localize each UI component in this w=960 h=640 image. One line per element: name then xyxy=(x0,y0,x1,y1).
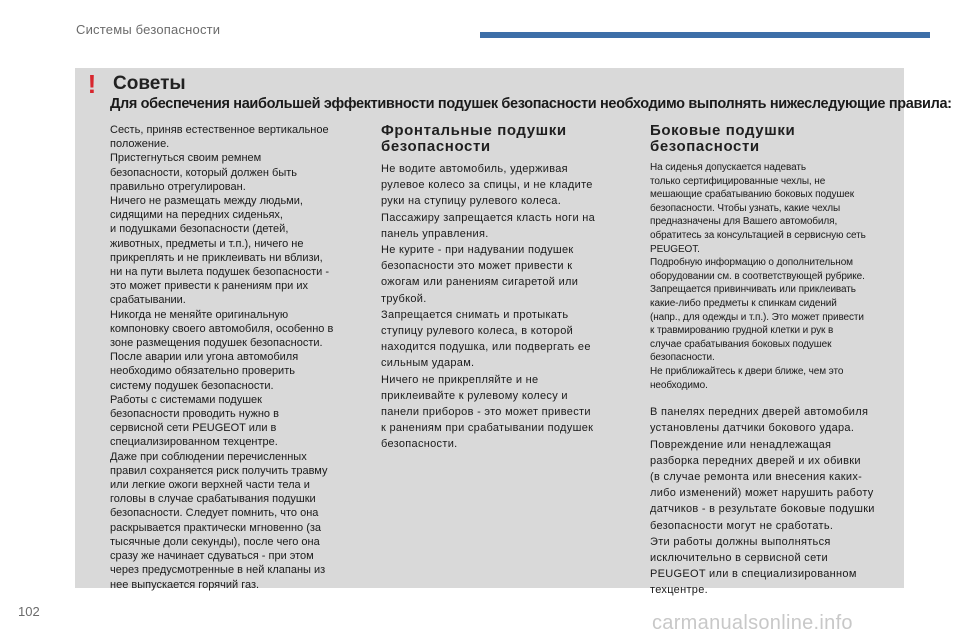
text-line: оборудовании см. в соответствующей рубрике. xyxy=(650,270,865,282)
text-line: необходимо обязательно проверить xyxy=(110,365,295,378)
text-line: Не приближайтесь к двери ближе, чем это xyxy=(650,365,844,377)
text-line: раскрывается практически мгновенно (за xyxy=(110,521,322,534)
text-line: На сиденья допускается надевать xyxy=(650,162,806,173)
text-line: тысячные доли секунды), после чего она xyxy=(110,535,320,548)
text-line: безопасности, который должен быть xyxy=(110,166,298,179)
text-line: безопасности. xyxy=(650,352,715,364)
text-line: датчиков - в результате боковые подушки xyxy=(650,503,875,516)
heading-line: Боковые подушки xyxy=(650,122,796,139)
text-line: Ничего не прикрепляйте и не xyxy=(381,373,539,386)
text-line: ступицу рулевого колеса, в которой xyxy=(381,325,574,338)
text-line: рулевое колесо за спицы, и не кладите xyxy=(381,179,593,192)
text-line: Даже при соблюдении перечисленных xyxy=(110,450,307,463)
text-line: какие-либо предметы к спинкам сидений xyxy=(650,297,837,309)
right-column-text-2 xyxy=(650,404,900,598)
text-line: ни на пути вылета подушек безопасности - xyxy=(110,266,330,279)
text-line: к травмированию грудной клетки и рук в xyxy=(650,325,834,337)
section-title: Системы безопасности xyxy=(76,22,221,37)
middle-column xyxy=(381,123,633,453)
text-line: положение. xyxy=(110,138,170,151)
text-line: сильным ударам. xyxy=(381,357,475,370)
text-line: Повреждение или ненадлежащая xyxy=(650,438,832,451)
text-line: это может привести к ранениям при их xyxy=(110,280,309,293)
exclamation-icon: ! xyxy=(87,69,97,99)
text-line: руки на ступицу рулевого колеса. xyxy=(381,195,562,208)
text-line: (в случае ремонта или внесения каких- xyxy=(650,470,863,483)
text-line: только сертифицированные чехлы, не xyxy=(650,175,826,187)
text-line: обратитесь за консультацией в сервисную сеть xyxy=(650,229,866,241)
text-line: головы в случае срабатывания подушки xyxy=(110,493,316,506)
right-column-text xyxy=(650,161,900,392)
text-line: Никогда не меняйте оригинальную xyxy=(110,308,289,321)
text-line: и подушками безопасности (детей, xyxy=(110,223,289,236)
text-line: нее выпускается горячий газ. xyxy=(110,578,260,591)
frontal-airbags-heading xyxy=(381,123,633,155)
heading-line: безопасности xyxy=(381,138,491,155)
side-airbags-heading xyxy=(650,123,900,155)
text-line: техцентре. xyxy=(650,584,708,597)
text-line: или легкие ожоги верхней части тела и xyxy=(110,479,310,492)
text-line: безопасности. Чтобы узнать, какие чехлы xyxy=(650,202,841,214)
text-line: правильно отрегулирован. xyxy=(110,180,246,193)
panel-title: Советы xyxy=(113,73,186,94)
text-line: специализированном техцентре. xyxy=(110,436,278,449)
text-line: Запрещается привинчивать или приклеивать xyxy=(650,284,856,296)
text-line: безопасности. Следует помнить, что она xyxy=(110,507,319,520)
text-line: к ранениям при срабатывании подушек xyxy=(381,422,594,435)
text-line: находится подушка, или подвергать ее xyxy=(381,341,591,354)
text-line: (напр., для одежды и т.п.). Это может привести xyxy=(650,311,864,323)
text-line: предназначены для Вашего автомобиля, xyxy=(650,216,838,228)
text-line: животных, предметы и т.п.), ничего не xyxy=(110,237,304,250)
watermark: carmanualsonline.info xyxy=(652,612,853,634)
heading-line: Фронтальные подушки xyxy=(381,122,567,139)
left-column xyxy=(110,123,360,592)
text-line: безопасности проводить нужно в xyxy=(110,408,279,421)
text-line: через предусмотренные в ней клапаны из xyxy=(110,564,326,577)
text-line: панели приборов - это может привести xyxy=(381,406,591,419)
text-line: либо изменений) может нарушить работу xyxy=(650,487,874,500)
header-accent-bar xyxy=(480,32,930,38)
text-line: Ничего не размещать между людьми, xyxy=(110,195,303,208)
text-line: безопасности это может привести к xyxy=(381,260,573,273)
right-column xyxy=(650,123,900,599)
text-line: Не курите - при надувании подушек xyxy=(381,244,574,257)
text-line: случае срабатывания боковых подушек xyxy=(650,338,832,350)
text-line: сервисной сети PEUGEOT или в xyxy=(110,422,277,435)
text-line: трубкой. xyxy=(381,292,427,305)
text-line: срабатывании. xyxy=(110,294,186,307)
text-line: приклеивайте к рулевому колесу и xyxy=(381,389,568,402)
text-line: установлены датчики бокового удара. xyxy=(650,422,855,435)
text-line: систему подушек безопасности. xyxy=(110,379,274,392)
text-line: зоне размещения подушек безопасности. xyxy=(110,337,323,350)
text-line: панель управления. xyxy=(381,227,489,240)
text-line: компоновку своего автомобиля, особенно в xyxy=(110,322,334,335)
text-line: правил сохраняется риск получить травму xyxy=(110,464,328,477)
text-line: Пассажиру запрещается класть ноги на xyxy=(381,211,596,224)
heading-line: безопасности xyxy=(650,138,760,155)
text-line: Сесть, приняв естественное вертикальное xyxy=(110,124,329,136)
text-line: Эти работы должны выполняться xyxy=(650,535,831,548)
text-line: После аварии или угона автомобиля xyxy=(110,351,299,364)
text-line: ожогам или ранениям сигаретой или xyxy=(381,276,579,289)
text-line: мешающие срабатыванию боковых подушек xyxy=(650,189,855,201)
panel-subtitle: Для обеспечения наибольшей эффективности подушек безопасности необходимо выполнять нижеследующие правила: xyxy=(110,96,952,112)
text-line: разборка передних дверей и их обивки xyxy=(650,454,861,467)
middle-column-text xyxy=(381,161,633,453)
text-line: Пристегнуться своим ремнем xyxy=(110,152,262,165)
text-line: безопасности. xyxy=(381,438,458,451)
text-line: сразу же начинает сдуваться - при этом xyxy=(110,550,314,563)
text-line: Работы с системами подушек xyxy=(110,393,262,406)
text-line: Подробную информацию о дополнительном xyxy=(650,257,853,269)
text-line: исключительно в сервисной сети xyxy=(650,551,828,564)
text-line: В панелях передних дверей автомобиля xyxy=(650,406,869,419)
text-line: безопасности могут не сработать. xyxy=(650,519,834,532)
text-line: Не водите автомобиль, удерживая xyxy=(381,163,568,175)
text-line: PEUGEOT или в специализированном xyxy=(650,568,857,581)
text-line: прикреплять и не приклеивать ни вблизи, xyxy=(110,251,323,264)
text-line: PEUGEOT. xyxy=(650,243,700,255)
page-number: 102 xyxy=(18,604,40,619)
left-column-text xyxy=(110,123,360,592)
text-line: Запрещается снимать и протыкать xyxy=(381,308,569,321)
text-line: необходимо. xyxy=(650,379,708,391)
text-line: сидящими на передних сиденьях, xyxy=(110,209,283,222)
